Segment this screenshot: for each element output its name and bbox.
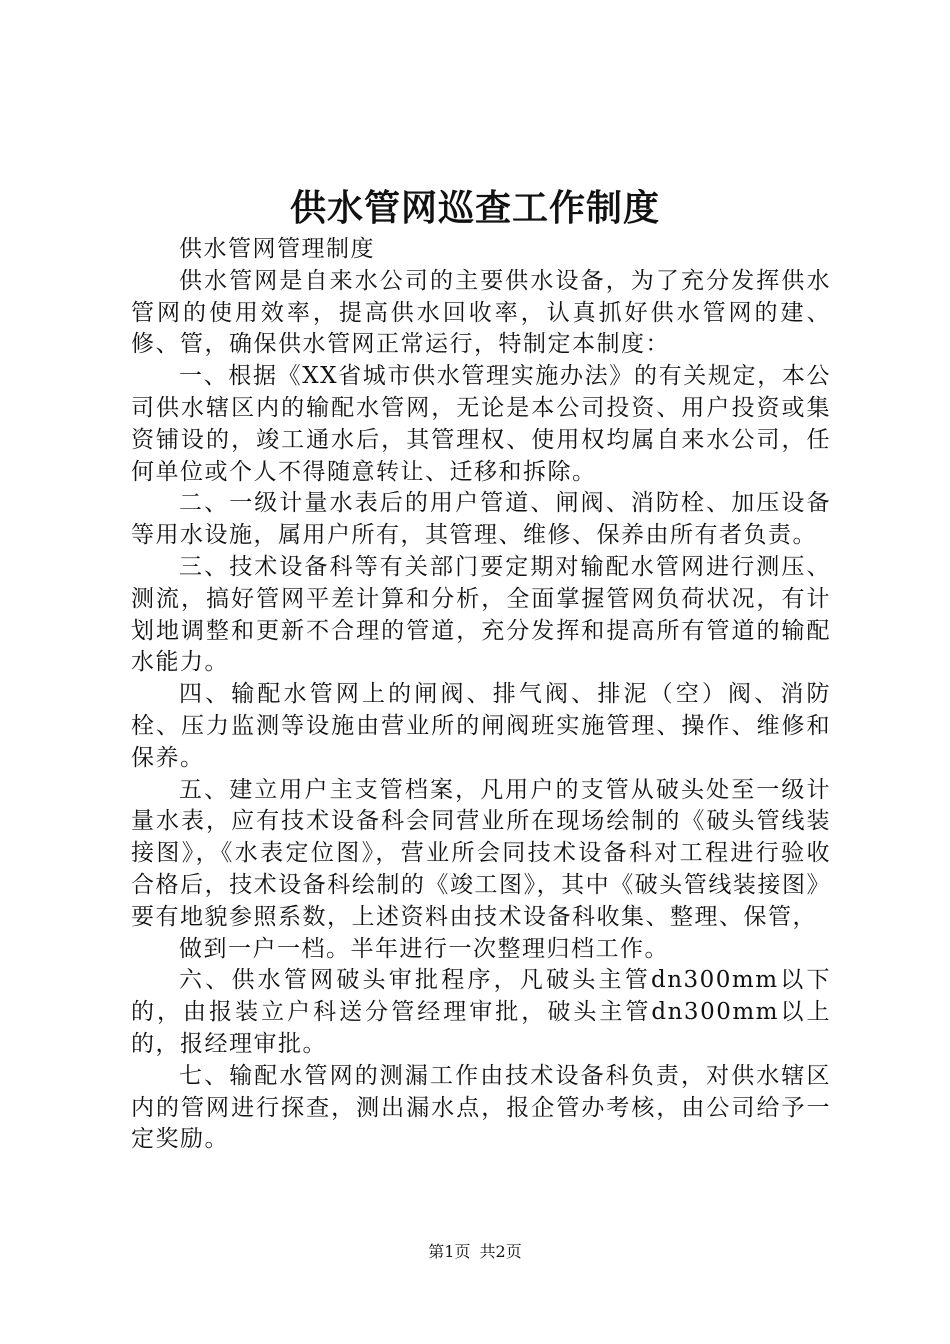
paragraph: 供水管网是自来水公司的主要供水设备，为了充分发挥供水管网的使用效率，提高供水回收率，认真抓好供水管网的建、修、管，确保供水管网正常运行，特制定本制度： — [131, 267, 831, 358]
paragraph: 供水管网管理制度 — [179, 236, 375, 262]
paragraph: 六、供水管网破头审批程序，凡破头主管dn300mm以下的，由报装立户科送分管经理审批，破头主管dn300mm以上的，报经理审批。 — [131, 967, 831, 1057]
page-total: 共2页 — [479, 1242, 522, 1261]
document-body — [131, 234, 831, 1156]
paragraph: 二、一级计量水表后的用户管道、闸阀、消防栓、加压设备等用水设施，属用户所有，其管理、维修、保养由所有者负责。 — [131, 490, 831, 549]
paragraph: 七、输配水管网的测漏工作由技术设备科负责，对供水辖区内的管网进行探查，测出漏水点，报企管办考核，由公司给予一定奖励。 — [131, 1062, 831, 1153]
paragraph: 做到一户一档。半年进行一次整理归档工作。 — [179, 935, 669, 962]
paragraph: 一、根据《XX省城市供水管理实施办法》的有关规定，本公司供水辖区内的输配水管网，无论是本公司投资、用户投资或集资铺设的，竣工通水后，其管理权、使用权均属自来水公司，任何单位或个人不得随意转让、迁移和拆除。 — [131, 363, 831, 485]
page-number: 第1页 — [428, 1242, 471, 1261]
page-footer — [0, 1241, 950, 1263]
paragraph: 五、建立用户主支管档案，凡用户的支管从破头处至一级计量水表，应有技术设备科会同营业所在现场绘制的《破头管线装接图》，《水表定位图》，营业所会同技术设备科对工程进行验收合格后，技术设备科绘制的《竣工图》，其中《破头管线装接图》要有地貌参照系数，上述资料由技术设备科收集、整理、保管， — [131, 776, 831, 930]
paragraph: 四、输配水管网上的闸阀、排气阀、排泥（空）阀、消防栓、压力监测等设施由营业所的闸阀班实施管理、操作、维修和保养。 — [131, 681, 831, 771]
paragraph: 三、技术设备科等有关部门要定期对输配水管网进行测压、测流，搞好管网平差计算和分析，全面掌握管网负荷状况，有计划地调整和更新不合理的管道，充分发挥和提高所有管道的输配水能力。 — [131, 553, 831, 676]
document-title: 供水管网巡查工作制度 — [289, 187, 660, 229]
